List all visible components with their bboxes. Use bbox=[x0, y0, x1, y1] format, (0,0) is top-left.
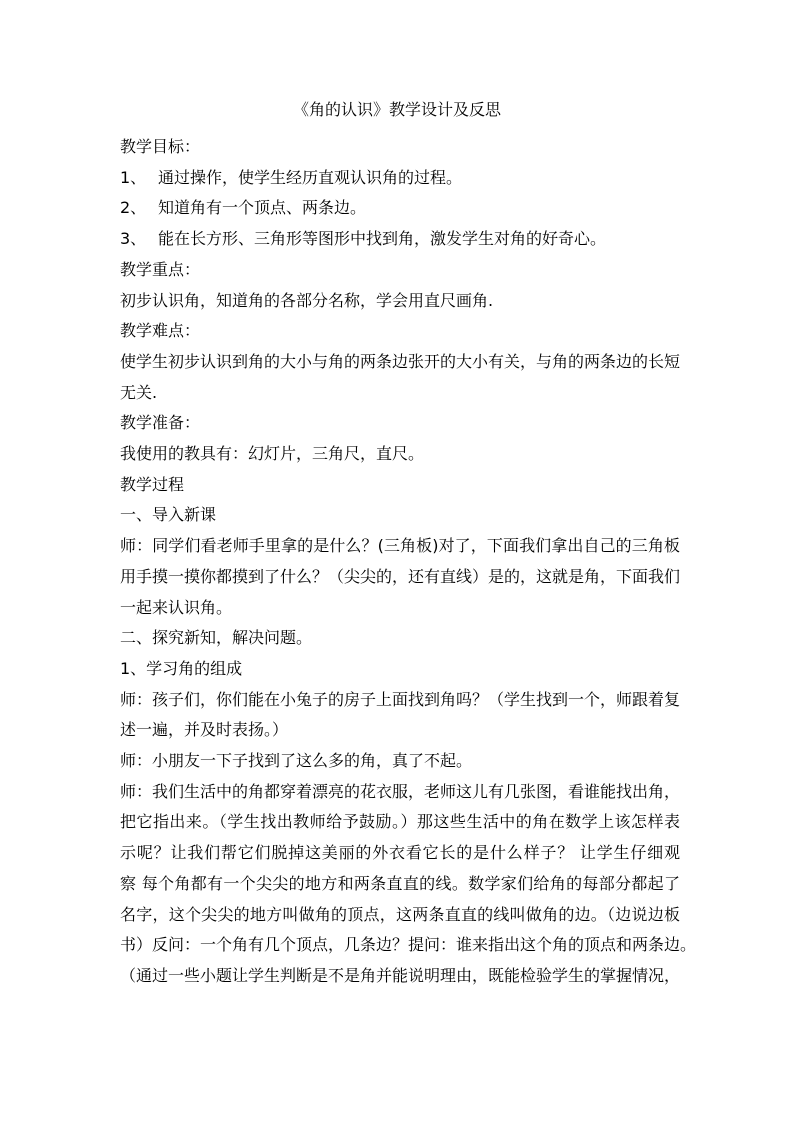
section2-heading: 二、探究新知，解决问题。 bbox=[120, 628, 313, 648]
para3-text-line: 师：我们生活中的角都穿着漂亮的花衣服，老师这儿有几张图，看谁能找出角， bbox=[120, 781, 681, 801]
para2-text: 师：小朋友一下子找到了这么多的角，真了不起。 bbox=[120, 751, 473, 771]
key-text: 初步认识角，知道角的各部分名称，学会用直尺画角. bbox=[120, 290, 494, 310]
goal-number: 2、 bbox=[120, 198, 147, 218]
para3-text-line: 把它指出来。（学生找出教师给予鼓励。）那这些生活中的角在数学上该怎样表 bbox=[120, 812, 680, 832]
para1-text-line: 述一遍，并及时表扬。） bbox=[120, 720, 289, 740]
difficult-text-line: 无关. bbox=[120, 382, 158, 402]
para3-text-line: 示呢？让我们帮它们脱掉这美丽的外衣看它长的是什么样子？ 让学生仔细观 bbox=[120, 843, 680, 863]
key-heading: 教学重点： bbox=[120, 259, 201, 279]
goal-item bbox=[120, 224, 680, 255]
section1-text-line: 一起来认识角。 bbox=[120, 597, 233, 617]
difficult-text-line: 使学生初步认识到角的大小与角的两条边张开的大小有关，与角的两条边的长短 bbox=[120, 351, 681, 371]
prep-text: 我使用的教具有：幻灯片，三角尺，直尺。 bbox=[120, 444, 425, 464]
sub1-heading: 1、学习角的组成 bbox=[120, 658, 243, 678]
para3-text-line: 名字，这个尖尖的地方叫做角的顶点，这两条直直的线叫做角的边。（边说边板 bbox=[120, 904, 680, 924]
goal-text: 知道角有一个顶点、两条边。 bbox=[158, 198, 367, 218]
goal-number: 1、 bbox=[120, 167, 147, 187]
para3-text-line: （通过一些小题让学生判断是不是角并能说明理由，既能检验学生的掌握情况， bbox=[120, 965, 681, 985]
para3-text-line: 书）反问：一个角有几个顶点，几条边？提问：谁来指出这个角的顶点和两条边。 bbox=[120, 935, 697, 955]
section1-text-line: 师：同学们看老师手里拿的是什么？(三角板)对了，下面我们拿出自己的三角板 bbox=[120, 536, 680, 556]
section1-text-line: 用手摸一摸你都摸到了什么？（尖尖的，还有直线）是的，这就是角，下面我们 bbox=[120, 566, 681, 586]
para1-text-line: 师：孩子们，你们能在小兔子的房子上面找到角吗？（学生找到一个，师跟着复 bbox=[120, 689, 681, 709]
goal-item bbox=[120, 163, 680, 194]
section1-heading: 一、导入新课 bbox=[120, 505, 217, 525]
goal-text: 能在长方形、三角形等图形中找到角，激发学生对角的好奇心。 bbox=[158, 229, 607, 249]
process-heading: 教学过程 bbox=[120, 474, 185, 494]
goal-item bbox=[120, 193, 680, 224]
para3-text-line: 察 每个角都有一个尖尖的地方和两条直直的线。数学家们给角的每部分都起了 bbox=[120, 873, 680, 893]
goals-heading: 教学目标： bbox=[120, 137, 201, 156]
document-body bbox=[120, 132, 697, 992]
difficult-heading: 教学难点： bbox=[120, 321, 201, 341]
document-title: 《角的认识》教学设计及反思 bbox=[292, 100, 501, 119]
goal-text: 通过操作，使学生经历直观认识角的过程。 bbox=[158, 167, 463, 187]
prep-heading: 教学准备： bbox=[120, 413, 201, 433]
goal-number: 3、 bbox=[120, 229, 147, 249]
